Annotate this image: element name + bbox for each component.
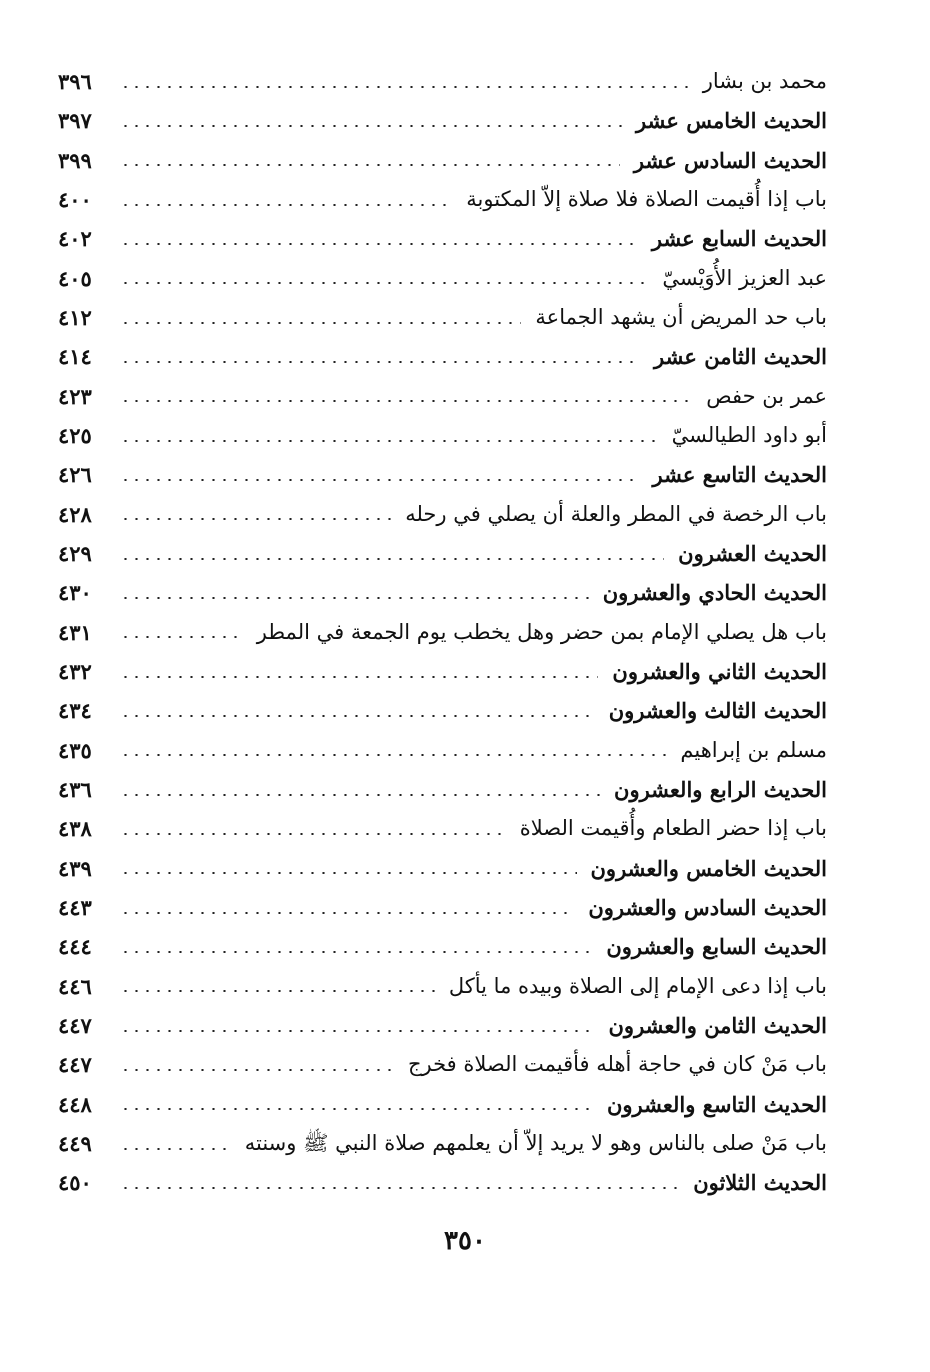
page-number: ٣٥٠ xyxy=(444,1226,486,1256)
toc-entry-title: الحديث الرابع والعشرون xyxy=(614,777,827,803)
toc-entry xyxy=(58,652,827,691)
toc-entry-title: مسلم بن إبراهيم xyxy=(680,737,827,762)
toc-entry-title: الحديث الثالث والعشرون xyxy=(608,698,827,724)
toc-entry xyxy=(58,455,827,494)
toc-entry-page: ٤٣٩ xyxy=(58,855,92,881)
toc-entry xyxy=(58,495,827,534)
dot-leader xyxy=(120,479,639,481)
toc-entry-page: ٤٣٨ xyxy=(58,816,92,842)
toc-entry xyxy=(58,377,827,416)
toc-entry-title: الحديث الحادي والعشرون xyxy=(602,580,827,606)
toc-entry-title: الحديث السادس والعشرون xyxy=(588,895,827,921)
dot-leader xyxy=(120,361,640,363)
toc-entry-title: الحديث الثاني والعشرون xyxy=(612,659,827,685)
toc-entry-title: باب إذا دعى الإمام إلى الصلاة وبيده ما يأكل xyxy=(448,973,827,998)
toc-entry-page: ٤٣٥ xyxy=(58,737,92,763)
toc-entry-page: ٤٤٧ xyxy=(58,1013,92,1039)
dot-leader xyxy=(120,676,598,678)
toc-entry-title: الحديث التاسع والعشرون xyxy=(606,1091,827,1117)
toc-entry-page: ٤٤٤ xyxy=(58,934,92,960)
table-of-contents xyxy=(58,62,827,1203)
toc-entry-page: ٤٤٧ xyxy=(58,1052,92,1078)
dot-leader xyxy=(120,715,595,717)
toc-entry-page: ٤٢٨ xyxy=(58,501,92,527)
dot-leader xyxy=(120,1030,595,1032)
dot-leader xyxy=(120,872,577,874)
toc-entry-page: ٤٣١ xyxy=(58,619,92,645)
toc-entry-title: محمد بن بشار xyxy=(702,69,827,94)
toc-entry-page: ٤٤٨ xyxy=(58,1091,92,1117)
toc-entry-page: ٣٩٧ xyxy=(58,108,92,134)
dot-leader xyxy=(120,597,589,599)
toc-entry-title: الحديث التاسع عشر xyxy=(652,462,827,488)
dot-leader xyxy=(120,282,648,284)
toc-entry xyxy=(58,180,827,219)
dot-leader xyxy=(120,912,574,914)
toc-entry-page: ٣٩٦ xyxy=(58,69,92,95)
dot-leader xyxy=(120,204,452,206)
toc-entry-title: الحديث العشرون xyxy=(678,541,827,567)
dot-leader xyxy=(120,125,622,127)
dot-leader xyxy=(120,990,435,992)
toc-entry-page: ٤٣٦ xyxy=(58,777,92,803)
dot-leader xyxy=(120,558,664,560)
toc-entry-title: الحديث السابع عشر xyxy=(651,226,827,252)
toc-entry-title: باب إذا حضر الطعام وأُقيمت الصلاة xyxy=(519,816,827,841)
dot-leader xyxy=(120,636,243,638)
toc-entry-title: الحديث السابع والعشرون xyxy=(606,934,827,960)
toc-entry-page: ٤٠٥ xyxy=(58,265,92,291)
toc-entry-title: الحديث الثامن عشر xyxy=(654,344,827,370)
toc-entry xyxy=(58,888,827,927)
dot-leader xyxy=(120,164,620,166)
dot-leader xyxy=(120,1069,394,1071)
toc-entry-title: باب هل يصلي الإمام بمن حضر وهل يخطب يوم الجمعة في المطر xyxy=(256,619,827,644)
toc-entry xyxy=(58,927,827,966)
toc-entry-page: ٤٤٣ xyxy=(58,895,92,921)
toc-entry xyxy=(58,770,827,809)
toc-entry xyxy=(58,1163,827,1202)
toc-entry-page: ٤٤٦ xyxy=(58,973,92,999)
toc-entry xyxy=(58,298,827,337)
toc-entry-title: عمر بن حفص xyxy=(706,383,827,408)
toc-entry-page: ٤٢٩ xyxy=(58,541,92,567)
toc-entry xyxy=(58,573,827,612)
toc-entry xyxy=(58,534,827,573)
toc-entry-page: ٣٩٩ xyxy=(58,147,92,173)
dot-leader xyxy=(120,86,689,88)
toc-entry xyxy=(58,1085,827,1124)
toc-entry-title: باب الرخصة في المطر والعلة أن يصلي في رحله xyxy=(405,501,827,526)
toc-entry xyxy=(58,809,827,848)
toc-entry-title: الحديث السادس عشر xyxy=(633,147,827,173)
dot-leader xyxy=(120,1187,679,1189)
toc-entry-page: ٤٣٢ xyxy=(58,659,92,685)
toc-entry-page: ٤١٤ xyxy=(58,344,92,370)
toc-entry-page: ٤٢٣ xyxy=(58,383,92,409)
toc-entry-title: باب مَنْ كان في حاجة أهله فأقيمت الصلاة فخرج xyxy=(407,1052,827,1077)
toc-entry xyxy=(58,849,827,888)
toc-entry xyxy=(58,62,827,101)
toc-entry-page: ٤١٢ xyxy=(58,305,92,331)
toc-entry-title: باب مَنْ صلى بالناس وهو لا يريد إلاّ أن يعلمهم صلاة النبي ﷺ وسنته xyxy=(244,1131,827,1156)
toc-entry-page: ٤٣٤ xyxy=(58,698,92,724)
toc-entry-title: الحديث الخامس عشر xyxy=(636,108,827,134)
dot-leader xyxy=(120,833,506,835)
toc-entry-page: ٤٥٠ xyxy=(58,1170,92,1196)
toc-entry-title: أبو داود الطيالسيّ xyxy=(671,423,827,448)
toc-entry-title: باب حد المريض أن يشهد الجماعة xyxy=(535,305,827,330)
dot-leader xyxy=(120,1148,231,1150)
dot-leader xyxy=(120,951,592,953)
dot-leader xyxy=(120,243,638,245)
toc-entry-title: عبد العزيز الأُوَيْسيّ xyxy=(662,265,827,290)
toc-entry xyxy=(58,141,827,180)
toc-entry-title: الحديث الخامس والعشرون xyxy=(590,855,827,881)
toc-entry-page: ٤٢٥ xyxy=(58,423,92,449)
toc-entry-page: ٤٢٦ xyxy=(58,462,92,488)
toc-entry xyxy=(58,967,827,1006)
dot-leader xyxy=(120,1108,593,1110)
toc-entry-page: ٤٠٢ xyxy=(58,226,92,252)
toc-entry-title: الحديث الثامن والعشرون xyxy=(608,1013,827,1039)
toc-entry xyxy=(58,1006,827,1045)
dot-leader xyxy=(120,322,521,324)
toc-entry xyxy=(58,731,827,770)
toc-entry-page: ٤٤٩ xyxy=(58,1131,92,1157)
toc-entry xyxy=(58,613,827,652)
dot-leader xyxy=(120,400,692,402)
toc-entry-page: ٤٠٠ xyxy=(58,187,92,213)
toc-entry-title: باب إذا أُقيمت الصلاة فلا صلاة إلاّ المكتوبة xyxy=(466,187,827,212)
dot-leader xyxy=(120,794,600,796)
toc-entry xyxy=(58,1045,827,1084)
toc-entry xyxy=(58,691,827,730)
toc-entry-title: الحديث الثلاثون xyxy=(693,1170,827,1196)
toc-entry-page: ٤٣٠ xyxy=(58,580,92,606)
toc-entry xyxy=(58,219,827,258)
toc-entry xyxy=(58,337,827,376)
dot-leader xyxy=(120,440,658,442)
dot-leader xyxy=(120,518,391,520)
toc-entry xyxy=(58,1124,827,1163)
toc-entry xyxy=(58,259,827,298)
dot-leader xyxy=(120,754,666,756)
toc-entry xyxy=(58,416,827,455)
toc-entry xyxy=(58,101,827,140)
